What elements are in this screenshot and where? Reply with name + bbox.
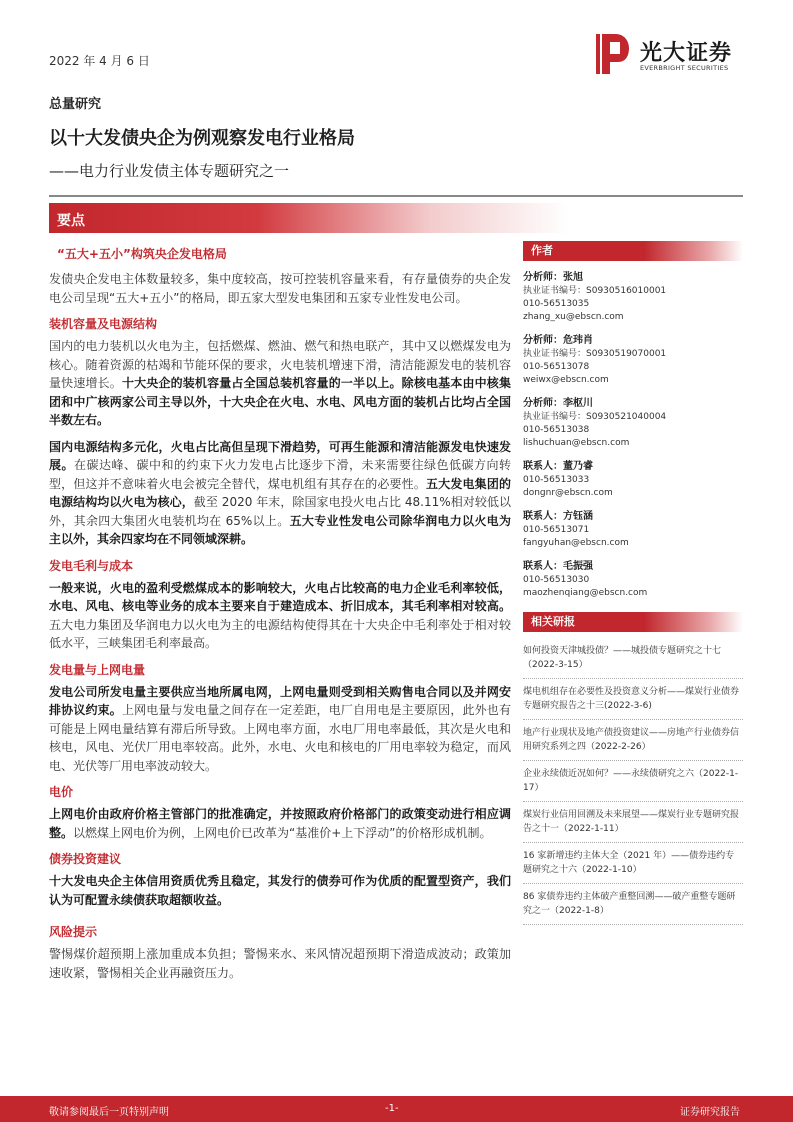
analyst-name: 分析师：危玮肖 xyxy=(523,335,593,346)
analyst-phone: 010-56513035 xyxy=(523,299,590,309)
risk-text: 警惕煤价超预期上涨加重成本负担；警惕来水、来风情况超预期下滑造成波动；政策加速收紧，警惕相关企业再融资压力。 xyxy=(49,947,511,980)
paragraph: 一般来说，火电的盈利受燃煤成本的影响较大，火电占比较高的电力企业毛利率较低，水电、风电、核电等业务的成本主要来自于建造成本、折旧成本，其毛利率相对较高。五大电力集团及华润电力以火电为主的电源结构使得其在十大央企中毛利率处于相对较低水平，三峡集团毛利率最高。 xyxy=(49,580,511,650)
analyst-card xyxy=(523,460,743,500)
analyst-card xyxy=(523,560,743,600)
footer-report-type: 证券研究报告 xyxy=(680,1107,740,1118)
analyst-email[interactable]: fangyuhan@ebscn.com xyxy=(523,538,629,548)
sidebar xyxy=(523,241,743,925)
paragraph: 十大发电央企主体信用资质优秀且稳定，其发行的债券可作为优质的配置型资产，我们认为可配置永续债获取超额收益。 xyxy=(49,874,511,907)
analyst-name: 联系人：毛振强 xyxy=(523,561,593,572)
related-report-link[interactable]: 16 家新增违约主体大全（2021 年）——债券违约专题研究之十六（2022-1-10） xyxy=(523,843,743,884)
brand-logo xyxy=(596,32,756,78)
section-heading: 发电毛利与成本 xyxy=(49,558,134,573)
related-report-link[interactable]: 如何投资天津城投债？——城投债专题研究之十七（2022-3-15） xyxy=(523,638,743,679)
header-divider xyxy=(49,195,743,197)
page-footer xyxy=(0,1096,793,1122)
logo-english-name: EVERBRIGHT SECURITIES xyxy=(640,64,729,72)
analyst-name: 联系人：方钰涵 xyxy=(523,511,593,522)
related-report-link[interactable]: 煤电机组存在必要性及投资意义分析——煤炭行业债券专题研究报告之十三(2022-3-6) xyxy=(523,679,743,720)
footer-disclaimer: 敬请参阅最后一页特别声明 xyxy=(49,1107,169,1118)
page-number: -1- xyxy=(385,1103,399,1114)
paragraph: 国内的电力装机以火电为主，包括燃煤、燃油、燃气和热电联产，其中又以燃煤发电为核心。随着资源的枯竭和节能环保的要求，火电装机增速下滑，清洁能源发电的装机容量快速增长。十大央企的装机容量占全国总装机容量的一半以上。除核电基本由中核集团和中广核两家公司主导以外，十大央企在火电、水电、风电方面的装机占比均占全国半数左右。 xyxy=(49,339,511,427)
paragraph: 国内电源结构多元化，火电占比高但呈现下滑趋势，可再生能源和清洁能源发电快速发展。在碳达峰、碳中和的约束下火力发电占比逐步下滑，未来需要往绿色低碳方向转型，但这并不意味着火电会被完全替代，煤电机组有其存在的必要性。五大发电集团的电源结构均以火电为核心，截至 2020 年末，除国家电投火电占比 48.11%相对较低以外，其余四大集团火电装机均在 65%以上。五大专业性发电公司除华润电力以火电为主以外，其余四家均在不同领域深耕。 xyxy=(49,439,511,546)
analyst-cert: 执业证书编号：S0930516010001 xyxy=(523,286,667,296)
analyst-card xyxy=(523,397,743,450)
analyst-email[interactable]: lishuchuan@ebscn.com xyxy=(523,438,630,448)
analyst-name: 联系人：董乃睿 xyxy=(523,461,593,472)
report-category: 总量研究 xyxy=(49,97,102,112)
analyst-email[interactable]: zhang_xu@ebscn.com xyxy=(523,312,624,322)
analyst-card xyxy=(523,271,743,324)
analyst-phone: 010-56513033 xyxy=(523,475,590,485)
logo-chinese-name: 光大证券 xyxy=(640,41,733,66)
paragraph: 发电公司所发电量主要供应当地所属电网，上网电量则受到相关购售电合同以及并网安排协议约束。上网电量与发电量之间存在一定差距，电厂自用电是主要原因，此外也有可能是上网电量结算有滞后所导致。上网电率方面，水电厂用电率最低，其次是火电和核电，风电、光伏厂用电率较高。此外，水电、火电和核电的厂用电率较为稳定，而风电、光伏等厂用电率波动较大。 xyxy=(49,684,511,773)
everbright-logo-icon xyxy=(596,32,630,76)
paragraph: 上网电价由政府价格主管部门的批准确定，并按照政府价格部门的政策变动进行相应调整。以燃煤上网电价为例，上网电价已改革为“基准价+上下浮动”的价格形成机制。 xyxy=(49,807,511,840)
analyst-card xyxy=(523,510,743,550)
analyst-email[interactable]: dongnr@ebscn.com xyxy=(523,488,613,498)
section-heading: 装机容量及电源结构 xyxy=(49,317,158,331)
key-points-label: 要点 xyxy=(57,213,85,229)
related-reports-header: 相关研报 xyxy=(523,612,743,632)
analyst-name: 分析师：李枢川 xyxy=(523,398,593,409)
analyst-phone: 010-56513030 xyxy=(523,575,590,585)
section-heading: 债券投资建议 xyxy=(49,852,122,866)
analyst-email[interactable]: maozhenqiang@ebscn.com xyxy=(523,588,648,598)
page-subtitle: ——电力行业发债主体专题研究之一 xyxy=(49,162,290,180)
section-heading: 电价 xyxy=(49,785,74,799)
key-points-band xyxy=(49,203,743,233)
page-title: 以十大发债央企为例观察发电行业格局 xyxy=(49,128,355,149)
analyst-name: 分析师：张旭 xyxy=(523,272,583,283)
analyst-card xyxy=(523,334,743,387)
section-heading: 发电量与上网电量 xyxy=(49,662,146,677)
main-content xyxy=(49,245,511,990)
related-report-link[interactable]: 86 家债券违约主体破产重整回溯——破产重整专题研究之一（2022-1-8） xyxy=(523,884,743,925)
analyst-email[interactable]: weiwx@ebscn.com xyxy=(523,375,609,385)
paragraph: 发债央企发电主体数量较多，集中度较高，按可控装机容量来看，有存量债券的央企发电公司呈现“五大+五小”的格局，即五家大型发电集团和五家专业性发电公司。 xyxy=(49,272,511,305)
analyst-cert: 执业证书编号：S0930519070001 xyxy=(523,349,667,359)
related-report-link[interactable]: 地产行业现状及地产债投资建议——房地产行业债券信用研究系列之四（2022-2-26） xyxy=(523,720,743,761)
risk-heading: 风险提示 xyxy=(49,925,98,939)
analyst-phone: 010-56513071 xyxy=(523,525,590,535)
related-report-link[interactable]: 企业永续债近况如何？——永续债研究之六（2022-1-17） xyxy=(523,761,743,802)
authors-header: 作者 xyxy=(523,241,743,261)
analyst-cert: 执业证书编号：S0930521040004 xyxy=(523,412,667,422)
section-heading: “五大+五小”构筑央企发电格局 xyxy=(57,247,227,261)
related-report-link[interactable]: 煤炭行业信用回溯及未来展望——煤炭行业专题研究报告之十一（2022-1-11） xyxy=(523,802,743,843)
report-date: 2022 年 4 月 6 日 xyxy=(49,54,150,68)
analyst-phone: 010-56513078 xyxy=(523,362,590,372)
analyst-phone: 010-56513038 xyxy=(523,425,590,435)
